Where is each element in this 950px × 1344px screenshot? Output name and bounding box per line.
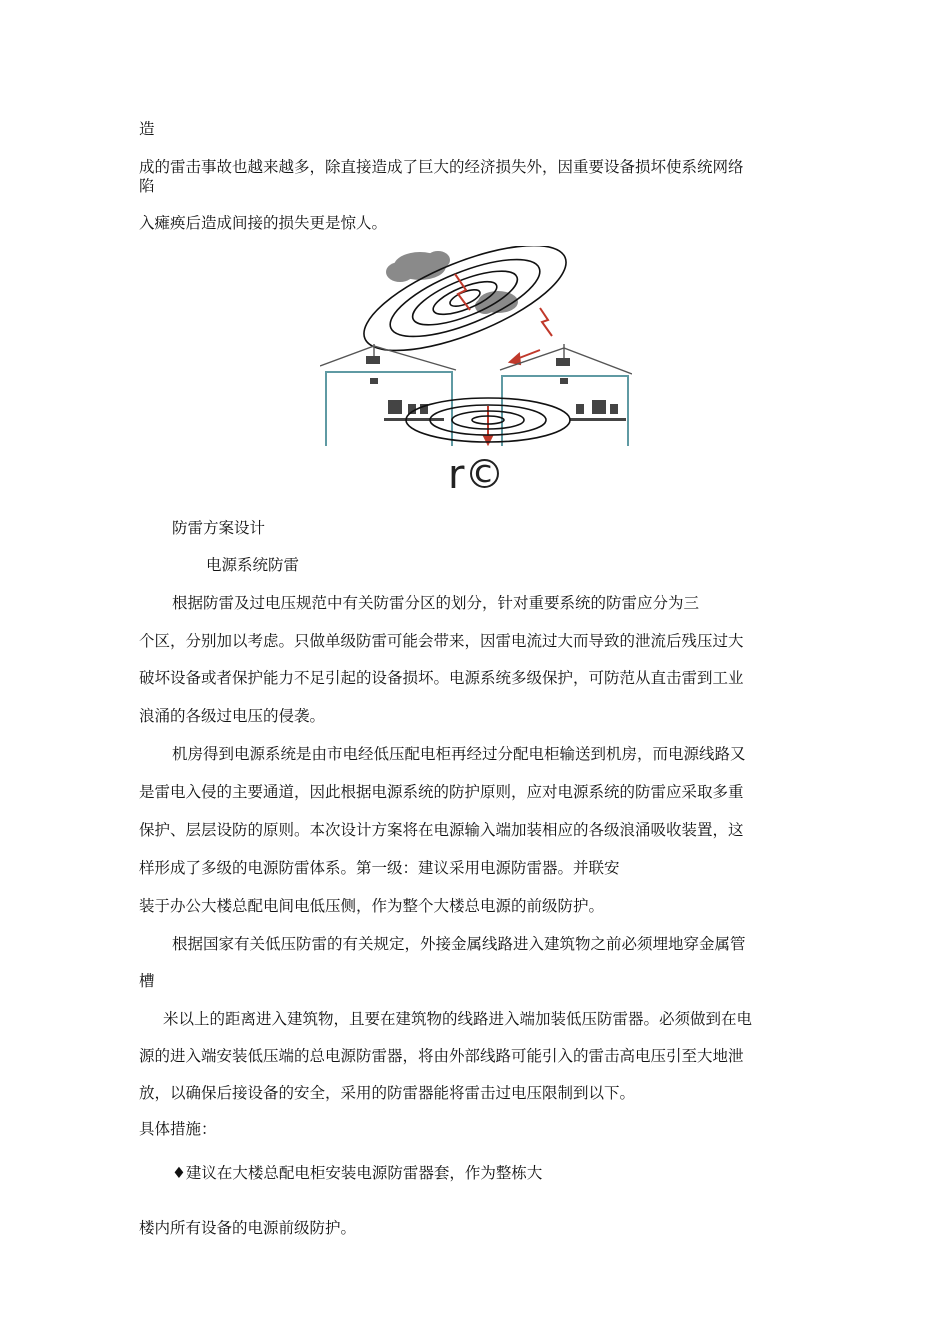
text-line: 机房得到电源系统是由市电经低压配电柜再经过分配电柜输送到机房，而电源线路又 bbox=[172, 745, 746, 763]
building-right bbox=[502, 376, 628, 446]
text-line: 成的雷击事故也越来越多，除直接造成了巨大的经济损失外，因重要设备损坏使系统网络 bbox=[139, 158, 744, 176]
text-line: 米以上的距离进入建筑物，且要在建筑物的线路进入端加装低压防雷器。必须做到在电 bbox=[163, 1010, 753, 1028]
text-line: 陷 bbox=[139, 177, 155, 195]
text-line: 根据国家有关低压防雷的有关规定，外接金属线路进入建筑物之前必须埋地穿金属管 bbox=[172, 935, 746, 953]
figure-label: r© bbox=[448, 452, 505, 498]
lightning-diagram bbox=[320, 246, 632, 446]
text-line: 样形成了多级的电源防雷体系。第一级：建议采用电源防雷器。并联安 bbox=[139, 859, 620, 877]
section-heading: 防雷方案设计 bbox=[172, 519, 266, 537]
bullet-item: ♦建议在大楼总配电柜安装电源防雷器套，作为整栋大 bbox=[172, 1164, 543, 1182]
text-line: 入瘫痪后造成间接的损失更是惊人。 bbox=[139, 214, 388, 232]
text-line: 放，以确保后接设备的安全，采用的防雷器能将雷击过电压限制到以下。 bbox=[139, 1084, 636, 1102]
text-line: 保护、层层设防的原则。本次设计方案将在电源输入端加装相应的各级浪涌吸收装置，这 bbox=[139, 821, 744, 839]
text-line: 根据防雷及过电压规范中有关防雷分区的划分，针对重要系统的防雷应分为三 bbox=[172, 594, 700, 612]
text-line: 楼内所有设备的电源前级防护。 bbox=[139, 1219, 357, 1237]
upper-rings bbox=[351, 246, 578, 372]
text-line: 浪涌的各级过电压的侵袭。 bbox=[139, 707, 326, 725]
text-line: 破坏设备或者保护能力不足引起的设备损坏。电源系统多级保护，可防范从直击雷到工业 bbox=[139, 669, 744, 687]
text-line: 个区，分别加以考虑。只做单级防雷可能会带来，因雷电流过大而导致的泄流后残压过大 bbox=[139, 632, 744, 650]
text-line: 装于办公大楼总配电间电低压侧，作为整个大楼总电源的前级防护。 bbox=[139, 897, 605, 915]
text-line: 槽 bbox=[139, 972, 155, 990]
text-line: 造 bbox=[139, 120, 155, 138]
text-line: 源的进入端安装低压端的总电源防雷器，将由外部线路可能引入的雷击高电压引至大地泄 bbox=[139, 1047, 744, 1065]
subsection-heading: 电源系统防雷 bbox=[206, 556, 300, 574]
text-line: 是雷电入侵的主要通道，因此根据电源系统的防护原则，应对电源系统的防雷应采取多重 bbox=[139, 783, 744, 801]
text-line: 具体措施： bbox=[139, 1120, 217, 1138]
